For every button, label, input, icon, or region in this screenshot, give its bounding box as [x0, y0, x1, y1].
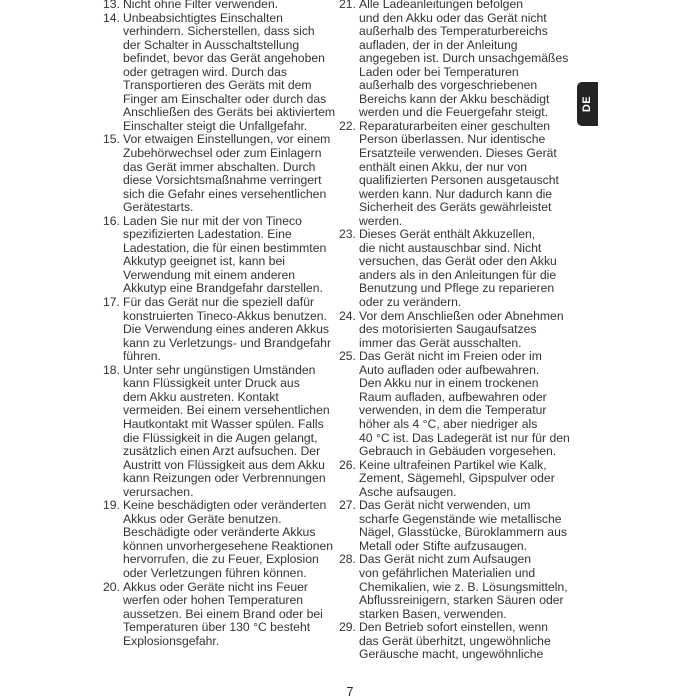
text-line: Geräusche macht, ungewöhnliche — [359, 647, 544, 662]
text-line: Person überlassen. Nur identische — [359, 132, 546, 147]
text-line: oder getragen wird. Durch das — [123, 64, 287, 79]
item-text — [123, 10, 336, 134]
page-number: 7 — [346, 685, 354, 699]
right-column — [339, 0, 570, 662]
list-item — [339, 120, 564, 228]
item-number: 25. — [339, 349, 356, 364]
text-line: Chemikalien, wie z. B. Lösungsmitteln, — [359, 579, 568, 594]
list-item — [103, 10, 336, 134]
list-item — [103, 215, 331, 296]
text-line: hervorrufen, die zu Feuer, Explosion — [123, 552, 319, 567]
text-line: Für das Gerät nur die speziell dafür — [123, 295, 315, 310]
text-line: das Gerät immer abschalten. Durch — [123, 159, 316, 174]
text-line: die nicht austauschbar sind. Nicht — [359, 240, 542, 255]
list-item — [103, 296, 331, 364]
text-line: diese Vorsichtsmaßnahme verringert — [123, 173, 322, 188]
item-text — [359, 310, 564, 351]
text-line: Akkutyp geeignet ist, kann bei — [123, 254, 285, 269]
text-line: Den Betrieb sofort einstellen, wenn — [359, 620, 549, 635]
text-line: verwenden, in dem die Temperatur — [359, 403, 547, 418]
text-line: spezifizierten Ladestation. Eine — [123, 227, 292, 242]
item-number: 24. — [339, 308, 356, 323]
text-line: immer das Gerät ausschalten. — [359, 335, 522, 350]
text-line: Zubehörwechsel oder zum Einlagern — [123, 146, 322, 161]
text-line: Laden oder bei Temperaturen — [359, 64, 519, 79]
text-line: dem Akku austreten. Kontakt — [123, 389, 279, 404]
text-line: 40 °C ist. Das Ladegerät ist nur für den — [359, 430, 570, 445]
item-number: 23. — [339, 227, 356, 242]
item-number: 15. — [103, 132, 120, 147]
text-line: verursachen. — [123, 484, 194, 499]
text-line: von gefährlichen Materialien und — [359, 565, 536, 580]
text-line: scharfe Gegenstände wie metallische — [359, 511, 562, 526]
text-line: Auto aufladen oder aufbewahren. — [359, 362, 540, 377]
item-number: 29. — [339, 620, 356, 635]
item-number: 20. — [103, 579, 120, 594]
list-item — [339, 621, 564, 662]
text-line: werfen oder hohen Temperaturen — [123, 593, 303, 608]
text-line: konstruierten Tineco-Akkus benutzen. — [123, 308, 327, 323]
text-line: Zement, Sägemehl, Gipspulver oder — [359, 471, 555, 486]
item-text — [123, 498, 334, 580]
text-line: der Schalter in Ausschaltstellung — [123, 37, 300, 52]
text-line: Metall oder Stifte aufzusaugen. — [359, 538, 528, 553]
item-number: 27. — [339, 498, 356, 513]
text-line: Anschließen des Geräts bei aktiviertem — [123, 105, 336, 120]
text-line: Vor dem Anschließen oder Abnehmen — [359, 308, 564, 323]
text-line: Nägel, Glasstücke, Büroklammern aus — [359, 525, 567, 540]
text-line: außerhalb des vorgeschriebenen — [359, 78, 538, 93]
text-line: oder zu verändern. — [359, 295, 462, 310]
text-line: kann zu Verletzungs- und Brandgefahr — [123, 335, 332, 350]
text-line: qualifizierten Personen ausgetauscht — [359, 173, 559, 188]
text-line: Raum aufladen, aufbewahren oder — [359, 389, 547, 404]
text-line: werden. — [359, 213, 403, 228]
text-line: Transportieren des Geräts mit dem — [123, 78, 312, 93]
item-text — [123, 581, 331, 649]
text-line: führen. — [123, 349, 161, 364]
text-line: Akkutyp eine Brandgefahr darstellen. — [123, 281, 323, 296]
text-line: Unter sehr ungünstigen Umständen — [123, 362, 316, 377]
text-line: Benutzung und Pflege zu reparieren — [359, 281, 555, 296]
item-number: 22. — [339, 118, 356, 133]
item-text — [359, 498, 567, 553]
item-number: 17. — [103, 295, 120, 310]
item-text — [359, 459, 564, 500]
text-line: Das Gerät nicht im Freien oder im — [359, 349, 542, 364]
item-number: 28. — [339, 552, 356, 567]
text-line: angegeben ist. Durch unsachgemäßes — [359, 51, 569, 66]
item-text — [359, 552, 568, 621]
text-line: die Flüssigkeit in die Augen gelangt, — [123, 430, 318, 445]
text-line: Finger am Einschalter oder durch das — [123, 91, 327, 106]
text-line: Gerätestarts. — [123, 200, 194, 215]
text-line: Vor etwaigen Einstellungen, vor einem — [123, 132, 331, 147]
text-line: des motorisierten Saugaufsatzes — [359, 322, 537, 337]
text-line: enthält einen Akku, der nur von — [359, 159, 528, 174]
text-line: sich die Gefahr eines versehentlichen — [123, 186, 327, 201]
text-line: Einschalter steigt die Unfallgefahr. — [123, 118, 308, 133]
text-line: Alle Ladeanleitungen befolgen — [359, 0, 523, 11]
item-text — [123, 296, 331, 364]
text-line: Nicht ohne Filter verwenden. — [123, 0, 279, 11]
text-line: Bereichs kann der Akku beschädigt — [359, 91, 550, 106]
text-line: Sicherheit des Geräts gewährleistet — [359, 200, 552, 215]
item-text — [359, 228, 564, 309]
list-item — [339, 310, 564, 351]
text-line: Keine ultrafeinen Partikel wie Kalk, — [359, 457, 547, 472]
text-line: Laden Sie nur mit der von Tineco — [123, 213, 302, 228]
text-line: kann Flüssigkeit unter Druck aus — [123, 376, 300, 391]
text-line: werden kann. Nur dadurch kann die — [359, 186, 553, 201]
list-item — [339, 498, 567, 553]
left-column — [103, 0, 336, 648]
list-item — [103, 133, 331, 214]
item-text — [123, 364, 331, 499]
item-text — [359, 349, 570, 459]
text-line: kann Reizungen oder Verbrennungen — [123, 471, 326, 486]
text-line: befindet, bevor das Gerät angehoben — [123, 51, 325, 66]
text-line: können unvorhergesehene Reaktionen — [123, 538, 334, 553]
text-line: anders als in den Anleitungen für die — [359, 267, 557, 282]
list-item — [339, 459, 564, 500]
text-line: Das Gerät nicht verwenden, um — [359, 498, 531, 513]
language-tab-label: DE — [581, 95, 594, 113]
text-line: Akkus oder Geräte nicht ins Feuer — [123, 579, 308, 594]
list-item — [103, 364, 331, 499]
text-line: Ladestation, die für einen bestimmten — [123, 240, 327, 255]
text-line: Keine beschädigten oder veränderten — [123, 498, 327, 513]
text-line: Dieses Gerät enthält Akkuzellen, — [359, 227, 536, 242]
list-item — [103, 581, 331, 649]
text-line: Beschädigte oder veränderte Akkus — [123, 525, 316, 540]
text-line: werden und die Feuergefahr steigt. — [359, 105, 549, 120]
text-line: versuchen, das Gerät oder den Akku — [359, 254, 557, 269]
text-line: aufladen, der in der Anleitung — [359, 37, 518, 52]
list-item — [339, 349, 570, 459]
item-number: 26. — [339, 457, 356, 472]
text-line: und den Akku oder das Gerät nicht — [359, 10, 547, 25]
text-line: höher als 4 °C, aber niedriger als — [359, 416, 538, 431]
text-line: Explosionsgefahr. — [123, 633, 220, 648]
text-line: Asche aufsaugen. — [359, 484, 457, 499]
text-line: zusätzlich einen Arzt aufsuchen. Der — [123, 444, 321, 459]
text-line: Hautkontakt mit Wasser spülen. Falls — [123, 416, 324, 431]
text-line: starken Basen, verwenden. — [359, 606, 507, 621]
list-item — [339, 552, 568, 621]
item-text — [123, 133, 331, 214]
text-line: außerhalb des Temperaturbereichs — [359, 24, 548, 39]
item-text — [359, 0, 569, 120]
language-tab — [577, 82, 598, 126]
text-line: Temperaturen über 130 °C besteht — [123, 620, 311, 635]
item-text — [123, 215, 331, 296]
list-item — [339, 0, 569, 120]
text-line: Das Gerät nicht zum Aufsaugen — [359, 552, 532, 567]
item-text — [359, 120, 564, 228]
list-item — [103, 0, 331, 12]
text-line: Den Akku nur in einem trockenen — [359, 376, 539, 391]
text-line: Verwendung mit einem anderen — [123, 267, 296, 282]
item-text — [359, 621, 564, 662]
text-line: oder Verletzungen führen können. — [123, 565, 307, 580]
text-line: Ersatzteile verwenden. Dieses Gerät — [359, 146, 557, 161]
text-line: Abflussreinigern, starken Säuren oder — [359, 593, 564, 608]
text-line: das Gerät überhitzt, ungewöhnliche — [359, 633, 551, 648]
list-item — [103, 498, 334, 580]
item-number: 21. — [339, 0, 356, 11]
item-number: 19. — [103, 498, 120, 513]
list-item — [339, 228, 564, 309]
item-number: 13. — [103, 0, 120, 11]
text-line: aussetzen. Bei einem Brand oder bei — [123, 606, 323, 621]
text-line: verhindern. Sicherstellen, dass sich — [123, 24, 315, 39]
item-text — [123, 0, 331, 12]
item-number: 14. — [103, 10, 120, 25]
text-line: Gebrauch in Gebäuden vorgesehen. — [359, 444, 557, 459]
text-line: Reparaturarbeiten einer geschulten — [359, 118, 551, 133]
text-line: Austritt von Flüssigkeit aus dem Akku — [123, 457, 325, 472]
text-line: vermeiden. Bei einem versehentlichen — [123, 403, 330, 418]
text-line: Unbeabsichtigtes Einschalten — [123, 10, 283, 25]
text-line: Die Verwendung eines anderen Akkus — [123, 322, 329, 337]
item-number: 18. — [103, 362, 120, 377]
text-line: Akkus oder Geräte benutzen. — [123, 511, 282, 526]
item-number: 16. — [103, 213, 120, 228]
